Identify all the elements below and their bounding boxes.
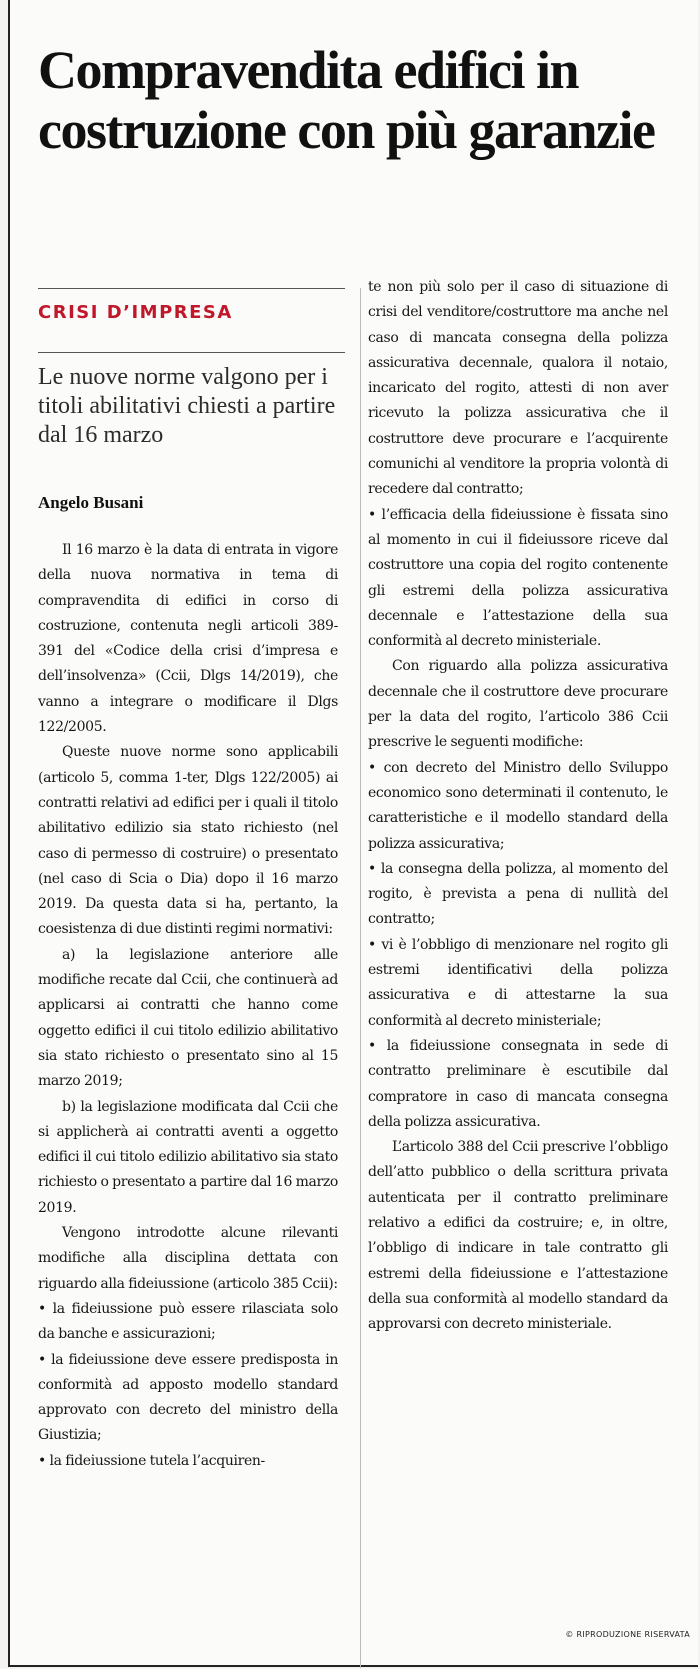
bullet-item: • vi è l’obbligo di menzionare nel rogito gli estremi identificativi della polizza assicurativa e di attestarne la sua conformità al decreto ministeriale; [368, 936, 668, 1029]
bullet-item: • la fideiussione tutela l’acquiren- [38, 1452, 265, 1469]
paragraph: Con riguardo alla polizza assicurativa decennale che il costruttore deve procurare per la data del rogito, l’articolo 386 Ccii prescrive le seguenti modifiche: [368, 658, 668, 751]
column-divider [360, 288, 361, 1668]
bullet-item: • la consegna della polizza, al momento del rogito, è prevista a pena di nullità del contratto; [368, 860, 668, 928]
paragraph-continued: te non più solo per il caso di situazione di crisi del venditore/costruttore ma anche nel caso di mancata consegna della polizza assicurativa decennale, qualora il notaio, incaricato del rogito, attesti di non aver ricevuto la polizza assicurativa che il costruttore deve procurare e l’acquirente comunichi al venditore la propria volontà di recedere dal contratto; [368, 279, 668, 498]
paragraph: Queste nuove norme sono applicabili (articolo 5, comma 1-ter, Dlgs 122/2005) ai contratti relativi ad edifici per i quali il titolo abilitativo edilizio sia stato richiesto (nel caso di permesso di costruire) o presentato (nel caso di Scia o Dia) dopo il 16 marzo 2019. Da questa data si ha, pertanto, la coesistenza di due distinti regimi normativi: [38, 744, 338, 938]
bullet-item: • la fideiussione consegnata in sede di contratto preliminare è escutibile dal compratore in caso di mancata consegna della polizza assicurativa. [368, 1037, 668, 1130]
bullet-item: • l’efficacia della fideiussione è fissata sino al momento in cui il fideiussore riceve dal costruttore una copia del rogito contenente gli estremi della polizza assicurativa decennale e l’attestazione della sua conformità al decreto ministeriale. [368, 506, 668, 650]
headline: Compravendita edifici in costruzione con più garanzie [38, 40, 655, 160]
list-item: a) la legislazione anteriore alle modifiche recate dal Ccii, che continuerà ad applicarsi ai contratti che hanno come oggetto edifici il cui titolo edilizio abilitativo sia stato richiesto o presentato sino al 15 marzo 2019; [38, 946, 338, 1090]
bullet-item: • con decreto del Ministro dello Sviluppo economico sono determinati il contenuto, le caratteristiche e il modello standard della polizza assicurativa; [368, 759, 668, 852]
author-byline: Angelo Busani [38, 493, 144, 512]
bullet-item: • la fideiussione deve essere predisposta in conformità ad apposto modello standard approvato con decreto del ministro della Giustizia; [38, 1351, 338, 1444]
kicker-top-rule [38, 288, 345, 289]
copyright-notice: © RIPRODUZIONE RISERVATA [565, 1630, 690, 1639]
kicker-bottom-rule [38, 352, 345, 353]
section-kicker: CRISI D’IMPRESA [38, 302, 233, 323]
body-column-2 [368, 275, 668, 1337]
paragraph: Il 16 marzo è la data di entrata in vigore della nuova normativa in tema di compravendita di edifici in corso di costruzione, contenuta negli articoli 389-391 del «Codice della crisi d’impresa e dell’insolvenza» (Ccii, Dlgs 14/2019), che vanno a integrare o modificare il Dlgs 122/2005. [38, 542, 338, 736]
bullet-item: • la fideiussione può essere rilasciata solo da banche e assicurazioni; [38, 1300, 338, 1343]
body-column-1 [38, 538, 338, 1474]
subheadline: Le nuove norme valgono per i titoli abilitativi chiesti a partire dal 16 marzo [38, 364, 336, 448]
paragraph: L’articolo 388 del Ccii prescrive l’obbligo dell’atto pubblico o della scrittura privata autenticata per il contratto preliminare relativo a edifici da costruire; e, in oltre, l’obbligo di indicare in tale contratto gli estremi della fideiussione e l’attestazione della sua conformità al modello standard da approvarsi con decreto ministeriale. [368, 1139, 668, 1333]
list-item: b) la legislazione modificata dal Ccii che si applicherà ai contratti aventi a oggetto edifici il cui titolo edilizio abilitativo sia stato richiesto o presentato a partire dal 16 marzo 2019. [38, 1098, 338, 1216]
article-clipping [8, 0, 698, 1667]
paragraph: Vengono introdotte alcune rilevanti modifiche alla disciplina dettata con riguardo alla fideiussione (articolo 385 Ccii): [38, 1225, 338, 1292]
